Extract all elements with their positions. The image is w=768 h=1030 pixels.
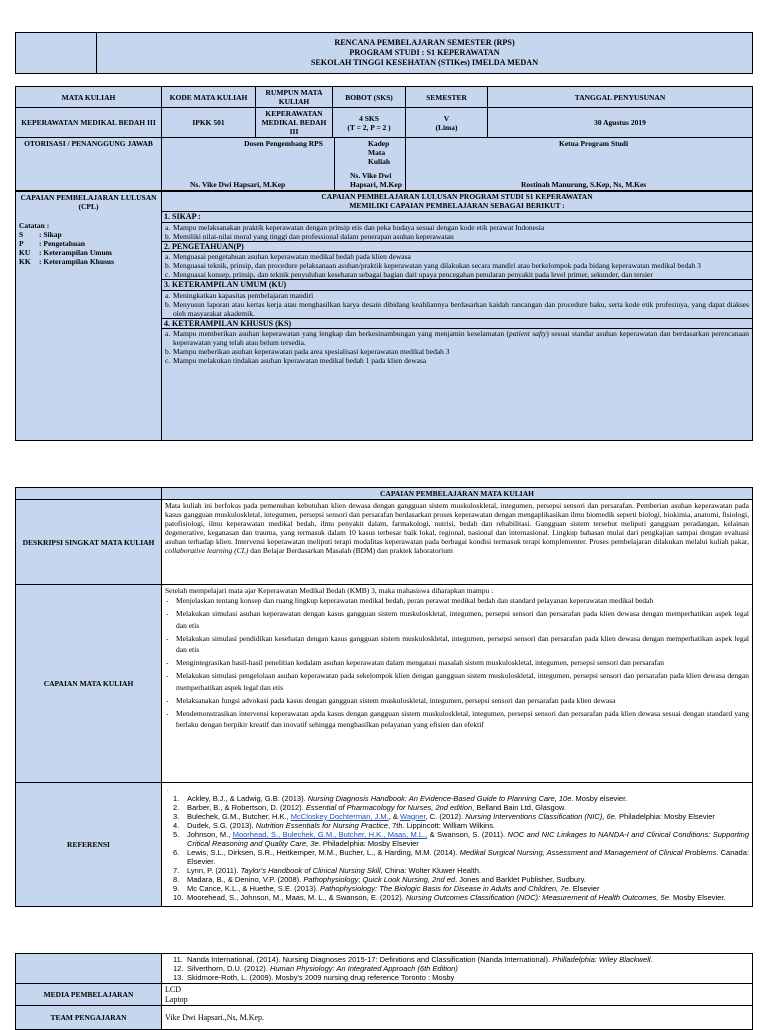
cpl-section-items	[162, 223, 752, 241]
col-bobot: BOBOT (SKS)	[333, 87, 406, 108]
ref-title: Philladelphia: Wiley Blackwell.	[552, 955, 653, 964]
referensi-list	[165, 794, 749, 902]
ref-number: 6.	[173, 847, 180, 857]
item-marker: b.	[165, 231, 171, 241]
catatan-value: : Sikap	[39, 230, 62, 239]
cpl-item: a. Mampu memberikan asuhan keperawatan yang lengkap dan berkesinambungan yang menjamin keselamatan (patient safty) sesuai standar asuhan keperawatan dan berdasarkan perencanaan keperawatan yang telah atau belum tersedia.	[165, 329, 749, 347]
cpl-item: a. Menguasai pengetahuan asuhan keperawatan medikal bedah pada klien dewasa	[165, 252, 411, 261]
referensi-list-continued	[165, 955, 749, 982]
cpl-title-2: MEMILIKI CAPAIAN PEMBELAJARAN SEBAGAI BERIKUT :	[349, 201, 565, 210]
ref-number: 3.	[173, 811, 180, 821]
media-content	[162, 984, 753, 1006]
catatan-title: Catatan :	[19, 221, 50, 230]
cpl-item: a. Meningkatkan kapasitas pembelajaran mandiri	[165, 290, 314, 300]
reference-item: 8. Madara, B., & Denino, V.P. (2008). Pathophysiology; Quick Look Nursing, 2nd ed. Jones and Barklet Publisher, Sudbury.	[173, 874, 586, 884]
cmk-item: - Mendemonstrasikan intervensi keperawatan apda kasus dengan gangguan sistem muskuloskletal, integumen, persepsi sensori dan persarafan pada klien dewasa sesuai dengan standard yang berlaku dengan berpikir kreatif dan inovatif sehingga menghasilkan pelayanan yang efisien dan efektif	[166, 708, 749, 729]
ketua-cell	[406, 138, 753, 191]
header-logo-cell	[16, 33, 97, 74]
cmk-item: - Melakukan simulasi pengelolaan asuhan keperawatan pada sekelompok klien dengan gangguan sistem muskuloskletal, integumen, persepsi sensori dan persarafan pada klien dewasa dengan memperhatikan aspek legal dan etis	[166, 671, 749, 692]
reference-item: 9. Mc Cance, K.L., & Huethe, S.E. (2013). Pathophysiology: The Biologic Basis for Disease in Adults and Children, 7e. Elsevier	[173, 883, 600, 893]
course-name: KEPERAWATAN MEDIKAL BEDAH III	[16, 108, 162, 138]
sks-detail: (T = 2, P = 2 )	[347, 122, 391, 132]
col-semester: SEMESTER	[406, 87, 488, 108]
dash-marker: -	[166, 658, 169, 667]
cpl-item: a. Mampu melaksanakan praktik keperawatan dengan prinsip etis dan peka budaya sesuai dengan kode etik perawat Indonesia	[165, 222, 545, 232]
team-value: Vike Dwi Hapsari.,Ns, M.Kep.	[162, 1006, 753, 1030]
dash-marker: -	[166, 708, 169, 718]
catatan-key: S	[19, 230, 24, 239]
item-marker: b.	[165, 261, 171, 270]
cmk-item: - Melakukan simulasi pendidikan kesehatan dengan kasus gangguan sistem muskuloskletal, integumen, persepsi sensori dan persarafan pada klien dewasa dengan memperhatikan aspek legal dan etis	[166, 633, 749, 654]
ref-title: Pathophysiology; Quick Look Nursing, 2nd ed	[303, 874, 456, 884]
cmk-content	[162, 585, 753, 783]
ref-number: 1.	[173, 793, 180, 803]
cmk-intro: Setelah mempelajari mata ajar Keperawatan Medikal Bedah (KMB) 3, maka mahasiswa diharapkan mampu :	[165, 586, 494, 595]
referensi-continued	[162, 954, 753, 984]
header-title-cell	[97, 33, 753, 74]
desc-label: DESKRIPSI SINGKAT MATA KULIAH	[16, 500, 162, 585]
media-item-laptop: Laptop	[165, 994, 188, 1004]
item-marker: c.	[165, 270, 171, 279]
item-marker: a.	[165, 252, 171, 261]
ketua-label: Ketua Program Studi	[559, 139, 629, 148]
cpl-item: c. Menguasai konsep, prinsip, dan teknik penyuluhan kesehatan sebagai bagian dari upaya pencegahan penularan penyakit pada level primer, sekunder, dan tersier	[165, 270, 653, 279]
referensi-label: REFERENSI	[16, 783, 162, 907]
ref-title: NOC and NIC Linkages to NANDA-I and Clinical Conditions: Supporting Critical Reasoning and Quality Care, 3e	[187, 829, 750, 848]
otorisasi-label: OTORISASI / PENANGGUNG JAWAB	[16, 138, 162, 191]
item-marker: a.	[165, 222, 171, 232]
cpl-label: CAPAIAN PEMBELAJARAN LULUSAN (CPL)	[20, 193, 157, 211]
ref-title: Nutrition Essentials for Nursing Practice	[255, 820, 388, 830]
catatan-value: : Pengetahuan	[39, 239, 86, 248]
cpmk-table	[15, 487, 753, 907]
reference-item: 1. Ackley, B.J., & Ladwig, G.B. (2013). Nursing Diagnosis Handbook: An Evidence-Based Guide to Planning Care, 10e. Mosby elsevier.	[173, 793, 628, 803]
ref-number: 8.	[173, 874, 180, 884]
ref-title: Pathophysiology: The Biologic Basis for Disease in Adults and Children, 7e	[319, 883, 569, 893]
reference-item: 7. Lynn, P. (2011). Taylor's Handbook of Clinical Nursing Skill, China: Wolter Kluwer Health.	[173, 865, 481, 875]
reference-item: 13. Skidmore-Roth, L. (2009). Mosby's 2009 nursing drug reference Toronto : Mosby	[173, 973, 455, 982]
cmk-item: - Melakukan simulasi asuhan keperawatan dengan kasus gangguan sistem muskuloskletal, integumen, persepsi sensori dan persarafan pada klien dewasa dengan memperhatikan aspek legal dan etis	[166, 609, 749, 630]
course-semester	[406, 108, 488, 138]
ref-link: McCloskey Dochterman, J.M.	[290, 811, 389, 821]
course-rumpun: KEPERAWATAN MEDIKAL BEDAH III	[256, 108, 333, 138]
cpl-section-title: 2. PENGETAHUAN(P)	[162, 241, 752, 253]
ref-title: Human Physiology: An Integrated Approach (6th Edition)	[269, 964, 458, 973]
item-marker: b.	[165, 347, 171, 356]
item-marker: b.	[165, 299, 171, 309]
cpl-item: b. Menguasai teknik, prinsip, dan procedure pelaksanaan asuhan/praktik keperawatan yang dilakukan secara mandiri atau berkelompok pada bidang keperawatan medikal bedah 3	[165, 261, 701, 270]
dosen-cell	[162, 138, 406, 191]
dash-marker: -	[166, 671, 169, 680]
catatan-key: P	[19, 239, 24, 248]
cpl-left-cell	[16, 192, 162, 441]
program-studi: PROGRAM STUDI : S1 KEPERAWATAN	[349, 48, 500, 57]
kadep-name: Ns. Vike Dwi Hapsari, M.Kep	[350, 171, 402, 189]
catatan-item	[19, 248, 158, 257]
course-sks	[333, 108, 406, 138]
item-marker: a.	[165, 329, 171, 338]
dash-marker: -	[166, 596, 169, 605]
cpl-table	[15, 191, 753, 441]
catatan-key: KU	[19, 248, 31, 257]
reference-item: 5. Johnson, M., Moorhead, S., Bulechek, G.M., Butcher, H.K., Maas, M.L., & Swanson, S. (2011). NOC and NIC Linkages to NANDA-I and Clinical Conditions: Supporting Critical Reasoning and Quality Care, 3e. Philadelphia: Mosby Elsevier	[173, 829, 750, 848]
ref-title: Nursing Outcomes Classification (NOC): Measurement of Health Outcomes, 5e	[405, 892, 669, 902]
cpl-item: c. Mampu melakukan tindakan asuhan kperawatan medikal bedah 1 pada klien dewasa	[165, 356, 427, 365]
col-mata-kuliah: MATA KULIAH	[16, 87, 162, 108]
ref-number: 7.	[173, 865, 180, 875]
cpl-item: b. Memiliki nilai-nilai moral yang tinggi dan professional dalam penerapan asuhan keperawatan	[165, 231, 454, 241]
ref-number: 11.	[173, 955, 183, 964]
catatan-item	[19, 230, 158, 239]
cmk-list	[165, 595, 749, 731]
dash-marker: -	[166, 633, 169, 643]
kadep-label: Kadep Mata Kuliah	[368, 139, 391, 166]
item-marker: c.	[165, 356, 171, 365]
catatan-key: KK	[19, 257, 31, 266]
ref-title: Nursing Interventions Classification (NIC), 6e.	[465, 811, 617, 821]
reference-item: 4. Dudek, S.G. (2013). Nutrition Essentials for Nursing Practice, 7th. Lippincott: William Wilkins.	[173, 820, 496, 830]
cpl-item: b. Menyusun laporan atau kertas kerja atau menghasilkan karya desain dibidang keahliannya berdasarkan kaidah rancangan dan procedure baku, serta kode etik profesinya, yang dapat diakses oleh masyarakat akademik.	[165, 299, 749, 318]
cpl-title-1: CAPAIAN PEMBELAJARAN LULUSAN PROGRAM STUDI S1 KEPERAWATAN	[321, 192, 593, 201]
dash-marker: -	[166, 695, 169, 705]
dosen-name: Ns. Vike Dwi Hapsari, M.Kep	[190, 180, 286, 189]
reference-item: 12. Silverthorn, D.U. (2012). Human Physiology: An Integrated Approach (6th Edition)	[173, 964, 458, 973]
ref-dot: .	[167, 786, 169, 793]
ref-number: 12.	[173, 964, 184, 973]
cmk-item: - Melaksanakan fungsi advokasi pada kasus dengan gangguan sistem muskuloskletal, integumen, persepsi sensori dan persarafan pada klien dewasa	[166, 695, 616, 705]
semester-value: V	[443, 113, 450, 123]
rps-title: RENCANA PEMBELAJARAN SEMESTER (RPS)	[334, 38, 515, 47]
course-date: 30 Agustus 2019	[488, 108, 753, 138]
ref-cont-blank	[16, 954, 162, 984]
desc-text: Mata kuliah ini berfokus pada pemenuhan kebutuhan klien dewasa dengan gangguan sistem muskuloskletal, integumen, persepsi sensori dan persarafan. Pemberian asuhan keperawatan pada kasus gangguan muskuloskletal, integumen, persepsi sensori dan persarafan berdasarkan proses keperawatan dengan mengaplikasikan ilmu biomedik seperti biologi, biokimia, anatomi, fisiologi, patofisiologi, ilmu keperawatan medikal bedah, ilmu penyakit dalam, farmakologi, nutrisi, bedah dan rehabilitasi. Gangguan sistem tersebut meliputi gangguan peradangan, kelainan degenerative, keganasan dan trauma, yang termasuk dalam 10 kasus terbesar baik lokal, regional, nasional dan internasional. Lingkup bahasan mulai dari pengkajian sampai dengan evaluasi asuhan terhadap klien. Intervensi keperawatan meliputi terapi modalitas keperawatan pada berbagai kondisi termasuk terapi komplementer. Proses pembelajaran dilakukan melalui kuliah pakar, collaborative learning (CL) dan Belajar Berdasarkan Masalah (BDM) dan praktek laboratorium	[162, 500, 753, 585]
cpmk-title: CAPAIAN PEMBELAJARAN MATA KULIAH	[162, 488, 753, 500]
ref-title: Essential of Pharmacology for Nurses, 2nd edition	[305, 802, 473, 812]
cpl-section-title: 4. KETERAMPILAN KHUSUS (KS)	[162, 318, 752, 330]
dosen-label: Dosen Pengembang RPS	[244, 139, 323, 148]
course-info-table	[15, 86, 753, 191]
institution-name: SEKOLAH TINGGI KESEHATAN (STIKes) IMELDA MEDAN	[310, 58, 539, 67]
ref-number: 4.	[173, 820, 180, 830]
italic-term: patient safty	[508, 329, 547, 338]
col-rumpun: RUMPUN MATA KULIAH	[256, 87, 333, 108]
cpl-section-items	[162, 252, 752, 279]
reference-item: 10. Moorehead, S., Johnson, M., Maas, M. L., & Swanson, E. (2012). Nursing Outcomes Classification (NOC): Measurement of Health Outcomes, 5e. Mosby Elsevier.	[173, 892, 726, 902]
catatan-list	[19, 230, 158, 266]
ref-link: Moorhead, S., Bulechek, G.M., Butcher, H.K., Maas, M.L.,	[232, 829, 428, 839]
cpl-section-title: 1. SIKAP :	[162, 211, 752, 223]
cmk-item: - Mengintegrasikan hasil-hasil penelitian kedalam asuhan keperawatan dalam mengatasi masalah sistem muskuloskletal, integumen, persepsi sensori dan persarafan	[166, 658, 664, 667]
cmk-label: CAPAIAN MATA KULIAH	[16, 585, 162, 783]
sks-value: 4 SKS	[359, 113, 379, 123]
column-divider	[334, 138, 335, 190]
media-table	[15, 953, 753, 1030]
catatan-value: : Keterampilan Khusus	[39, 257, 115, 266]
cpmk-blank	[16, 488, 162, 500]
ref-title: Nursing Diagnosis Handbook: An Evidence-Based Guide to Planning Care, 10e	[307, 793, 572, 803]
catatan-item	[19, 257, 158, 266]
cpl-content-cell	[162, 192, 753, 441]
cpl-item: b. Mampu meberikan asuhan keperawatan pada area spesialisasi keperawatan medikal bedah 3	[165, 347, 450, 356]
course-code: IPKK 501	[162, 108, 256, 138]
cpl-sections	[162, 211, 752, 365]
dash-marker: -	[166, 609, 169, 618]
media-label: MEDIA PEMBELAJARAN	[16, 984, 162, 1006]
col-tanggal: TANGGAL PENYUSUNAN	[488, 87, 753, 108]
reference-item: 3. Bulechek, G.M., Butcher, H.K., McCloskey Dochterman, J.M., & Wagner, C. (2012). Nursing Interventions Classification (NIC), 6e. Philadelphia: Mosby Elsevier	[173, 811, 715, 821]
cpl-section-items	[162, 329, 752, 365]
ketua-name: Rostinah Manurung, S.Kep, Ns, M.Kes	[521, 180, 647, 189]
item-marker: a.	[165, 290, 171, 300]
ref-title: Taylor's Handbook of Clinical Nursing Skill	[240, 865, 381, 875]
reference-item: 11. Nanda International. (2014). Nursing Diagnoses 2015-17: Definitions and Classification (Nanda International). Philladelphia: Wiley Blackwell.	[173, 955, 653, 964]
reference-item: 2. Barber, B., & Robertson, D. (2012). Essential of Pharmacology for Nurses, 2nd edition, Belland Bain Ltd, Glasgow.	[173, 802, 566, 812]
referensi-content	[162, 783, 753, 907]
catatan-value: : Keterampilan Umum	[39, 248, 112, 257]
media-item-lcd: LCD	[165, 985, 181, 994]
col-kode: KODE MATA KULIAH	[162, 87, 256, 108]
ref-number: 5.	[173, 829, 180, 839]
cpl-section-title: 3. KETERAMPILAN UMUM (KU)	[162, 279, 752, 291]
semester-detail: (Lima)	[435, 122, 458, 132]
ref-number: 13.	[173, 973, 184, 982]
ref-number: 2.	[173, 802, 180, 812]
ref-number: 9.	[173, 883, 180, 893]
team-label: TEAM PENGAJARAN	[16, 1006, 162, 1030]
reference-item: 6. Lewis, S.L., Dirksen, S.R., Heitkemper, M.M., Bucher, L., & Harding, M.M. (2014). Medikal Surgical Nursing, Assessment and Management of Clinical Problems. Canada: Elsevier.	[173, 847, 749, 866]
rps-header-table	[15, 32, 753, 74]
catatan-item	[19, 239, 158, 248]
ref-number: 10.	[173, 892, 184, 902]
ref-title: Medikal Surgical Nursing, Assessment and Management of Clinical Problems	[459, 847, 717, 857]
italic-term: collaborative learning (CL)	[165, 546, 249, 555]
ref-link: Wagner	[400, 811, 426, 821]
cpl-section-items	[162, 291, 752, 318]
cmk-item: - Menjelaskan tentang konsep dan ruang lingkup keperawatan medikal bedah, peran perawat medikal bedah dan standard pelayanan keperawatan medikal bedah	[166, 596, 654, 605]
